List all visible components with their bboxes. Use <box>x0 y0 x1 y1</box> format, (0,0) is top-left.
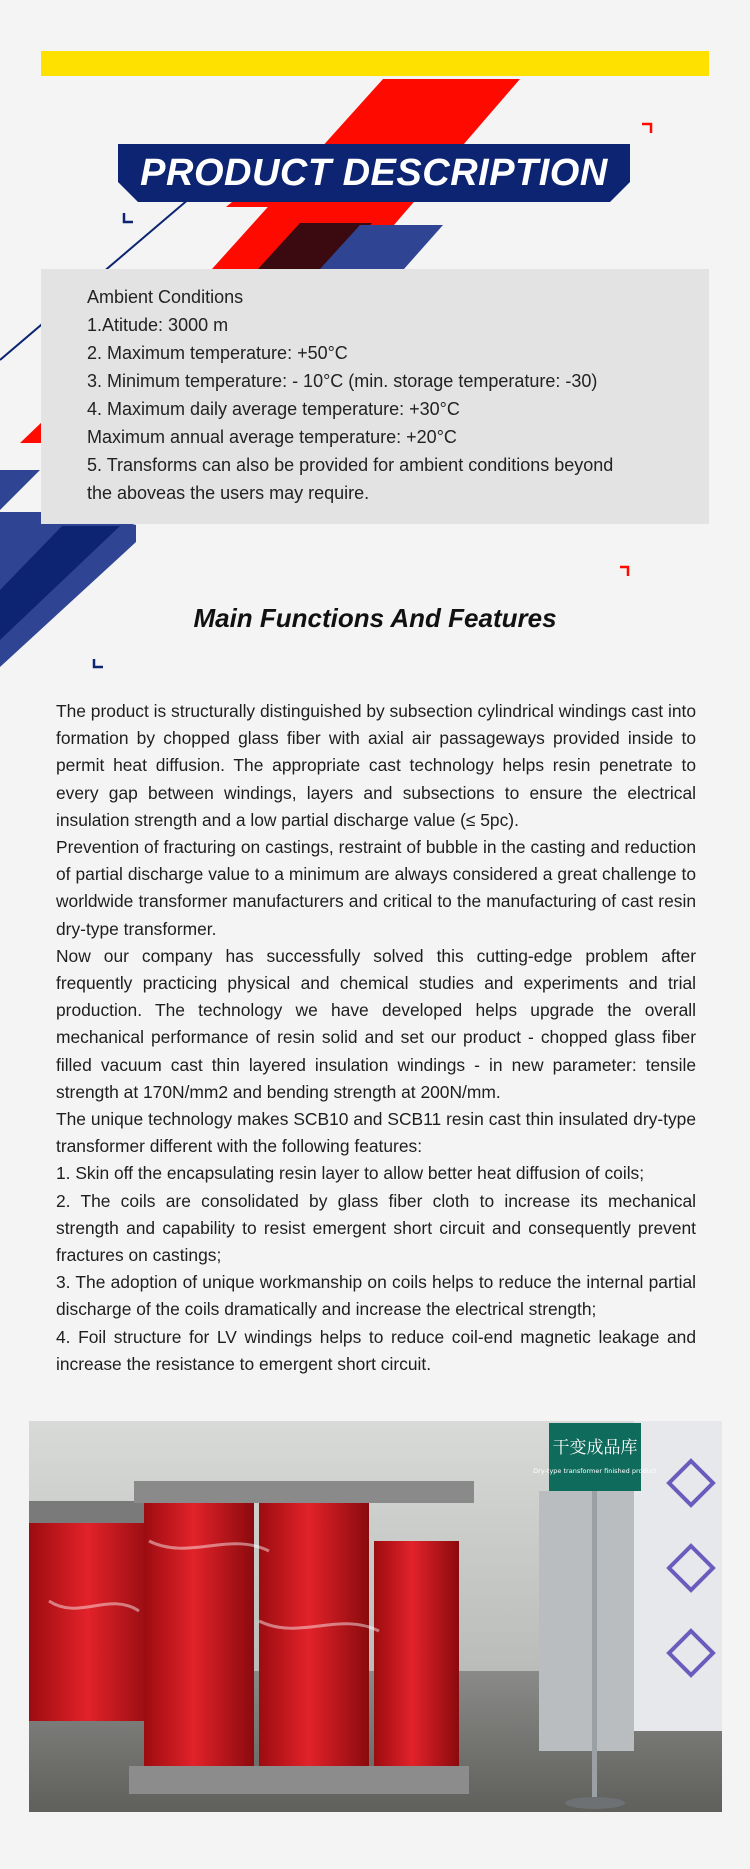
ambient-line: 1.Atitude: 3000 m <box>87 315 229 335</box>
features-paragraph: Now our company has successfully solved this cutting-edge problem after frequently practicing physical and chemical studies and experiments and trial production. The technology we have developed helps upgrade the overall mechanical performance of resin solid and set our product - chopped glass fiber filled vacuum cast thin layered insulation windings - in new parameter: tensile strength at 170N/mm2 and bending strength at 200N/mm. <box>56 945 696 1102</box>
ambient-line: 2. Maximum temperature: +50°C <box>87 343 348 363</box>
ambient-heading: Ambient Conditions <box>87 287 244 307</box>
sign-subtitle: Dry-type transformer finished product <box>533 1467 657 1475</box>
feature-item: 1. Skin off the encapsulating resin layer to allow better heat diffusion of coils; <box>56 1163 645 1184</box>
features-body <box>56 698 696 1378</box>
ambient-line: 5. Transforms can also be provided for ambient conditions beyond <box>87 455 614 475</box>
transformer-left <box>29 1501 159 1721</box>
corner-bracket-mid-left <box>94 659 103 667</box>
ambient-conditions-list <box>87 283 687 507</box>
page-title: PRODUCT DESCRIPTION <box>140 151 608 194</box>
features-paragraph: Prevention of fracturing on castings, restraint of bubble in the casting and reduction of partial discharge value to a minimum are always considered a great challenge to worldwide transformer manufacturers and critical to the manufacturing of cast resin dry-type transformer. <box>56 837 696 939</box>
ambient-line: 4. Maximum daily average temperature: +30°C <box>87 399 460 419</box>
features-paragraph: The unique technology makes SCB10 and SCB11 resin cast thin insulated dry-type transformer different with the following features: <box>56 1109 696 1157</box>
ambient-line: Maximum annual average temperature: +20°C <box>87 427 457 447</box>
corner-bracket-top-right <box>642 124 651 133</box>
ambient-line: the aboveas the users may require. <box>87 483 370 503</box>
yellow-top-bar <box>41 51 709 76</box>
grey-cabinet <box>539 1491 634 1751</box>
corner-bracket-mid-right <box>620 567 628 576</box>
left-blue-stripe-2 <box>0 470 40 510</box>
feature-item: 3. The adoption of unique workmanship on coils helps to reduce the internal partial discharge of the coils dramatically and increase the electrical strength; <box>56 1272 696 1320</box>
red-banner-strip <box>226 202 320 207</box>
corner-bracket-top-left <box>124 213 133 222</box>
ambient-line: 3. Minimum temperature: - 10°C (min. storage temperature: -30) <box>87 371 598 391</box>
product-photo <box>29 1421 722 1812</box>
feature-item: 2. The coils are consolidated by glass fiber cloth to increase its mechanical strength and capability to resist emergent short circuit and consequently prevent fractures on castings; <box>56 1190 696 1266</box>
features-title: Main Functions And Features <box>193 603 557 633</box>
features-paragraph: The product is structurally distinguished by subsection cylindrical windings cast into formation by chopped glass fiber with axial air passageways provided inside to permit heat diffusion. The appropriate cast technology helps resin penetrate to every gap between windings, layers and subsections to ensure the electrical insulation strength and a low partial discharge value (≤ 5pc). <box>56 701 696 830</box>
sign-title: 干变成品库 <box>552 1438 638 1458</box>
feature-item: 4. Foil structure for LV windings helps to reduce coil-end magnetic leakage and increase the resistance to emergent short circuit. <box>56 1326 696 1374</box>
